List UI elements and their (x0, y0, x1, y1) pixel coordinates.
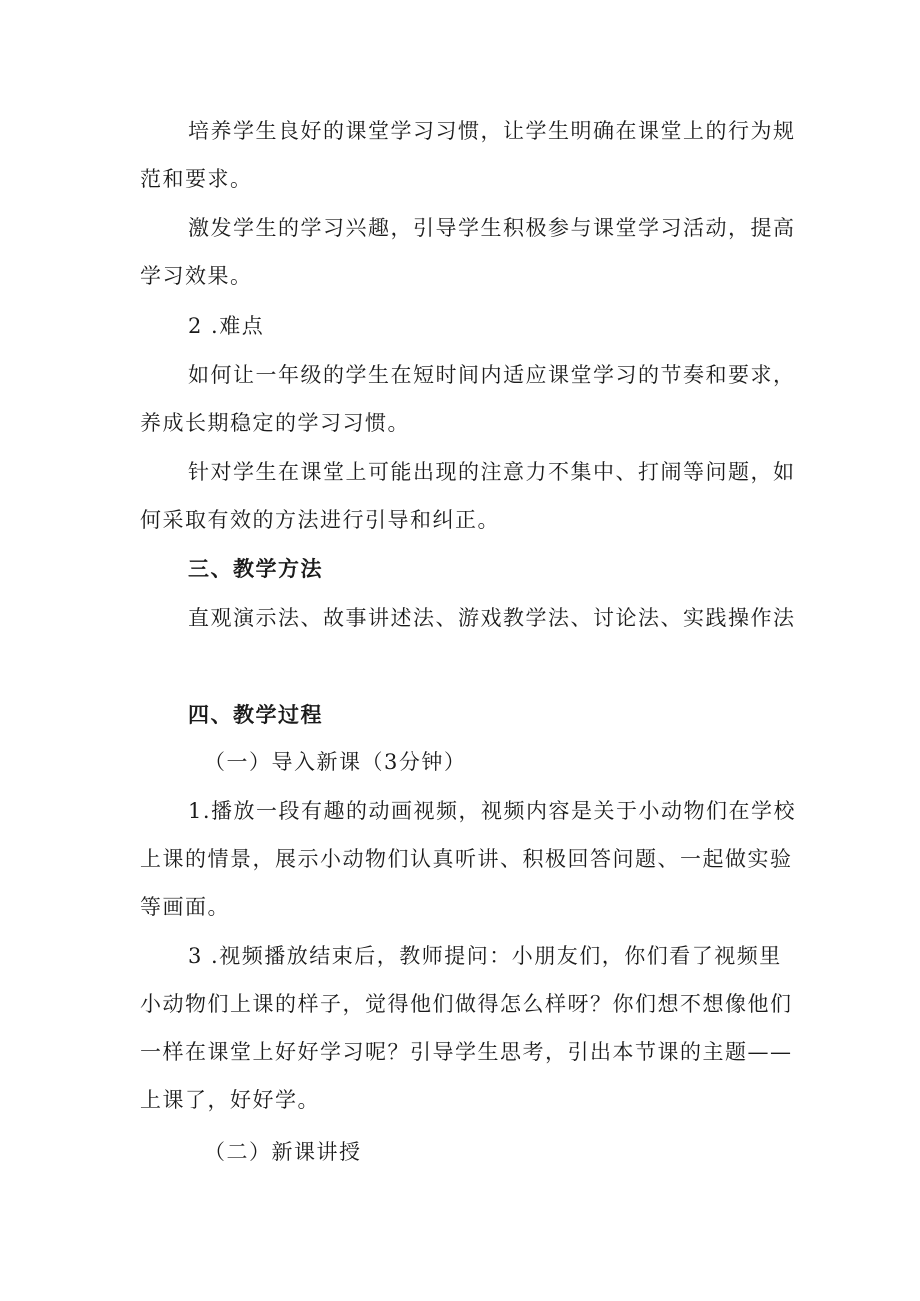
heading-teaching-methods: 三、教学方法 (188, 557, 323, 581)
paragraph-interest: 激发学生的学习兴趣，引导学生积极参与课堂学习活动，提高学习效果。 (140, 216, 796, 288)
paragraph-habits: 培养学生良好的课堂学习习惯，让学生明确在课堂上的行为规范和要求。 (140, 119, 796, 191)
paragraph-methods: 直观演示法、故事讲述法、游戏教学法、讨论法、实践操作法 (188, 606, 796, 630)
paragraph-question: 3 .视频播放结束后，教师提问：小朋友们，你们看了视频里小动物们上课的样子，觉得他们做得怎么样呀？你们想不想像他们一样在课堂上好好学习呢？引导学生思考，引出本节课的主题——上课了，好好学。 (140, 944, 793, 1112)
subheading-new-lesson: （二）新课讲授 (204, 1140, 362, 1164)
subheading-difficulty: 2 .难点 (188, 314, 265, 338)
heading-teaching-process: 四、教学过程 (188, 703, 323, 727)
paragraph-adapt: 如何让一年级的学生在短时间内适应课堂学习的节奏和要求，养成长期稳定的学习习惯。 (140, 363, 796, 435)
paragraph-video: 1.播放一段有趣的动画视频，视频内容是关于小动物们在学校上课的情景，展示小动物们认真听讲、积极回答问题、一起做实验等画面。 (140, 799, 797, 919)
subheading-intro: （一）导入新课（3分钟） (204, 750, 467, 774)
paragraph-attention: 针对学生在课堂上可能出现的注意力不集中、打闹等问题，如何采取有效的方法进行引导和纠正。 (140, 460, 796, 532)
